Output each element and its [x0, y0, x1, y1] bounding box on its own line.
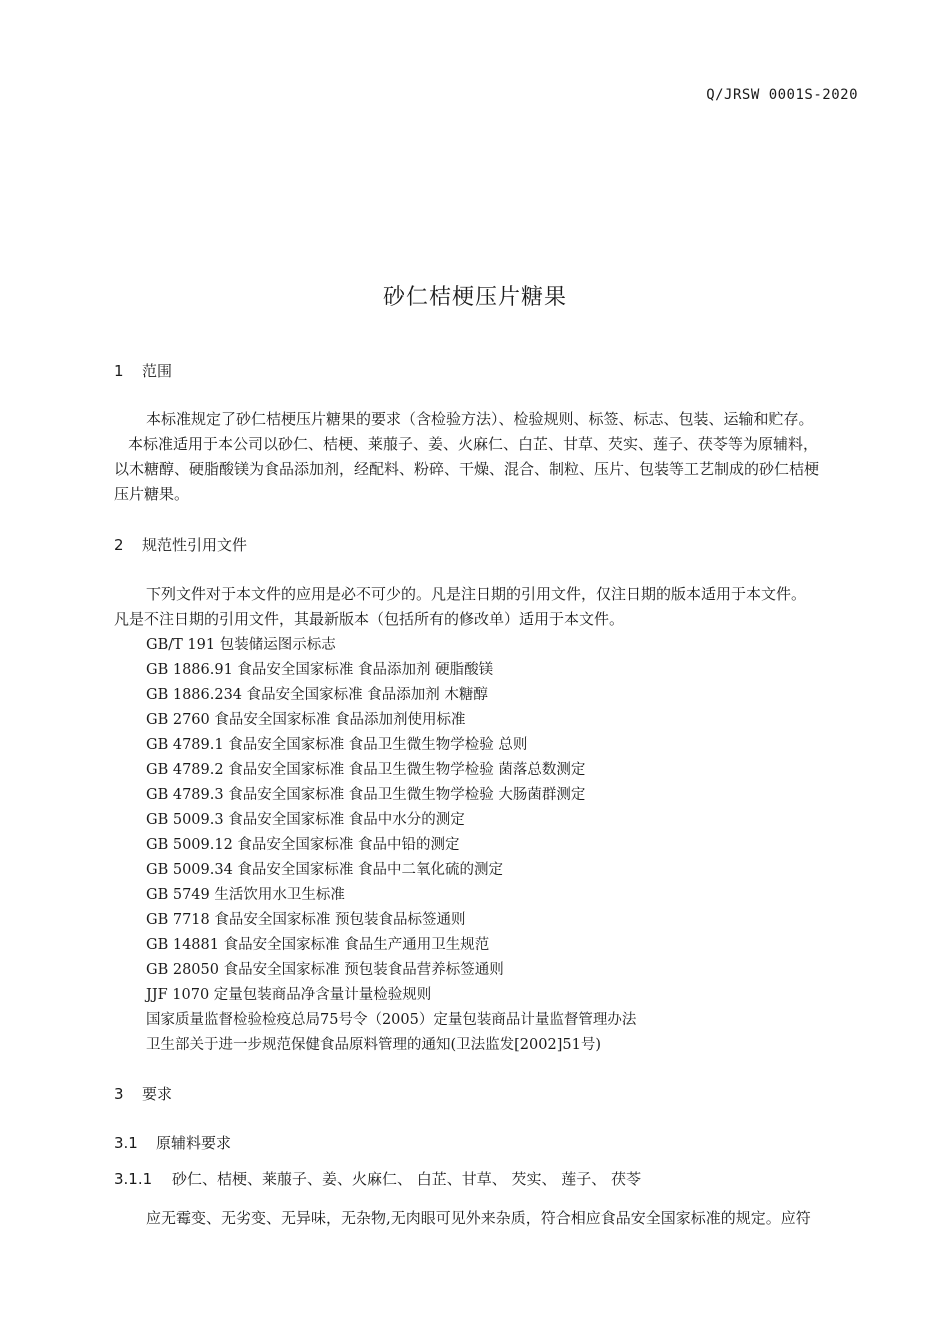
section-2-intro-line-1: 下列文件对于本文件的应用是必不可少的。凡是注日期的引用文件，仅注日期的版本适用于本文件。 — [146, 585, 807, 603]
document-id: Q/JRSW 0001S-2020 — [706, 87, 858, 103]
section-2-title: 规范性引用文件 — [142, 536, 248, 554]
reference-item: GB 7718 食品安全国家标准 预包装食品标签通则 — [146, 912, 466, 928]
section-3-title: 要求 — [142, 1085, 173, 1103]
section-2-heading — [114, 534, 247, 555]
section-1-title: 范围 — [142, 362, 173, 380]
reference-item: GB 2760 食品安全国家标准 食品添加剂使用标准 — [146, 712, 466, 728]
section-3-1-1-text: 应无霉变、无劣变、无异味，无杂物,无肉眼可见外来杂质，符合相应食品安全国家标准的规定。应符 — [146, 1209, 811, 1227]
reference-item: 卫生部关于进一步规范保健食品原料管理的通知(卫法监发[2002]51号) — [146, 1037, 601, 1053]
section-3-1-number: 3.1 — [114, 1134, 138, 1152]
reference-item: GB 28050 食品安全国家标准 预包装食品营养标签通则 — [146, 962, 504, 978]
section-3-number: 3 — [114, 1085, 124, 1103]
section-3-1-1-number: 3.1.1 — [114, 1170, 153, 1188]
reference-item: GB 5009.3 食品安全国家标准 食品中水分的测定 — [146, 812, 465, 828]
page-title: 砂仁桔梗压片糖果 — [382, 285, 567, 310]
reference-item: GB 4789.1 食品安全国家标准 食品卫生微生物学检验 总则 — [146, 737, 528, 753]
section-1-heading — [114, 360, 172, 381]
reference-item: GB 5009.12 食品安全国家标准 食品中铅的测定 — [146, 837, 460, 853]
reference-item: GB 4789.3 食品安全国家标准 食品卫生微生物学检验 大肠菌群测定 — [146, 787, 586, 803]
section-3-1-1-title: 砂仁、桔梗、莱菔子、姜、火麻仁、 白芷、甘草、 芡实、 莲子、 茯苓 — [172, 1170, 642, 1188]
section-1-line-1: 本标准规定了砂仁桔梗压片糖果的要求（含检验方法）、检验规则、标签、标志、包装、运输和贮存。 — [146, 410, 814, 428]
section-1-number: 1 — [114, 362, 124, 380]
section-2-intro-line-2: 凡是不注日期的引用文件，其最新版本（包括所有的修改单）适用于本文件。 — [114, 610, 625, 628]
reference-item: GB 5009.34 食品安全国家标准 食品中二氧化硫的测定 — [146, 862, 504, 878]
section-3-heading — [114, 1083, 172, 1104]
section-1-line-2: 本标准适用于本公司以砂仁、桔梗、莱菔子、姜、火麻仁、白芷、甘草、芡实、莲子、茯苓等为原辅料， — [128, 435, 819, 453]
section-1-line-4: 压片糖果。 — [114, 485, 190, 503]
reference-item: GB 5749 生活饮用水卫生标准 — [146, 887, 345, 903]
section-1-line-3: 以木糖醇、硬脂酸镁为食品添加剂，经配料、粉碎、干燥、混合、制粒、压片、包装等工艺制成的砂仁桔梗 — [114, 460, 820, 478]
section-3-1-1-heading — [114, 1168, 641, 1189]
section-3-1-heading — [114, 1132, 231, 1153]
reference-item: GB 1886.91 食品安全国家标准 食品添加剂 硬脂酸镁 — [146, 662, 494, 678]
section-2-number: 2 — [114, 536, 124, 554]
section-3-1-title: 原辅料要求 — [156, 1134, 232, 1152]
reference-item: GB/T 191 包装储运图示标志 — [146, 637, 336, 653]
reference-item: 国家质量监督检验检疫总局75号令（2005）定量包装商品计量监督管理办法 — [146, 1012, 637, 1028]
reference-item: GB 14881 食品安全国家标准 食品生产通用卫生规范 — [146, 937, 490, 953]
reference-item: GB 1886.234 食品安全国家标准 食品添加剂 木糖醇 — [146, 687, 488, 703]
reference-item: GB 4789.2 食品安全国家标准 食品卫生微生物学检验 菌落总数测定 — [146, 762, 586, 778]
reference-item: JJF 1070 定量包装商品净含量计量检验规则 — [146, 987, 432, 1003]
